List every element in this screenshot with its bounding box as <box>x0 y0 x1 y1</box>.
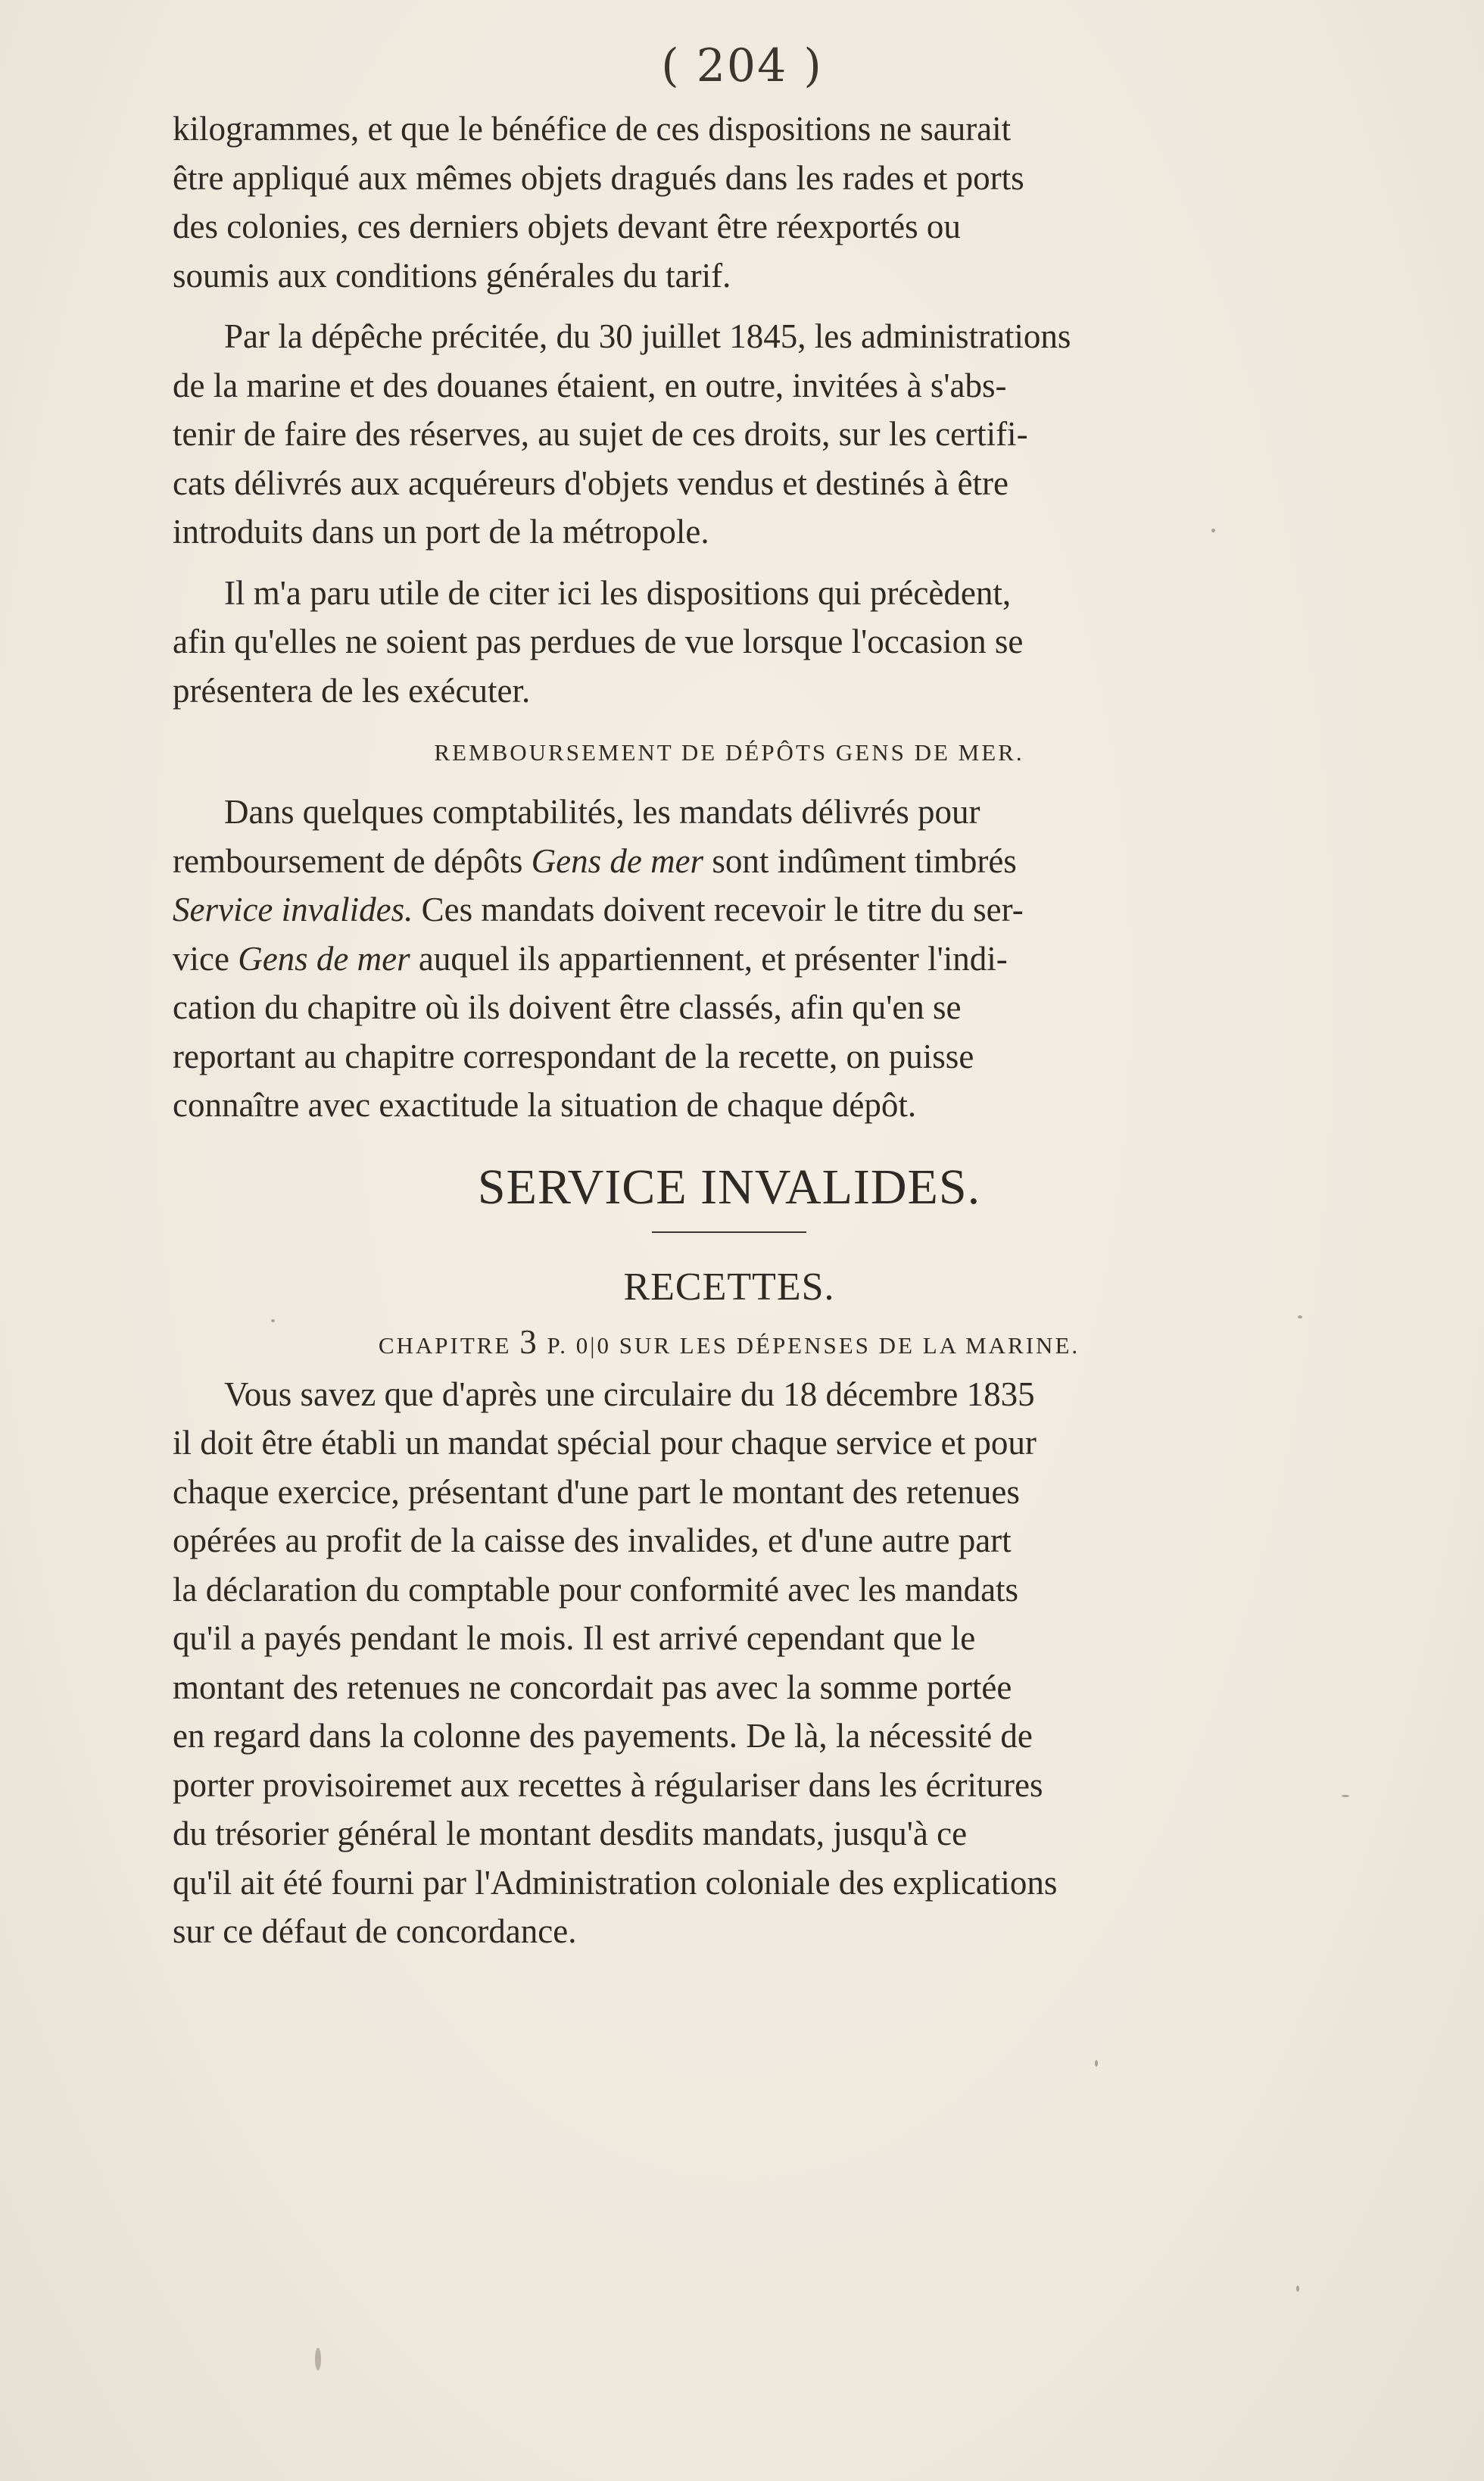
chapter-heading <box>173 1322 1286 1361</box>
subsection-title: RECETTES. <box>623 1265 835 1309</box>
chapter-suffix: P. 0|0 SUR LES DÉPENSES DE LA MARINE. <box>538 1331 1080 1359</box>
line: introduits dans un port de la métropole. <box>173 513 709 551</box>
line: cats délivrés aux acquéreurs d'objets vendus et destinés à être <box>173 463 1009 502</box>
line: reportant au chapitre correspondant de la recette, on puisse <box>173 1037 974 1075</box>
line: il doit être établi un mandat spécial pour chaque service et pour <box>173 1424 1037 1462</box>
body-text <box>173 105 1286 1956</box>
italic-term: Gens de mer <box>238 939 410 978</box>
divider-rule <box>652 1231 806 1233</box>
line: Par la dépêche précitée, du 30 juillet 1845, les administrations <box>224 317 1071 355</box>
line: qu'il a payés pendant le mois. Il est arrivé cependant que le <box>173 1619 976 1657</box>
line: porter provisoiremet aux recettes à régulariser dans les écritures <box>173 1765 1043 1804</box>
paper-speck <box>271 1319 275 1322</box>
line: montant des retenues ne concordait pas avec la somme portée <box>173 1668 1012 1706</box>
paper-speck <box>315 2348 321 2370</box>
paragraph-recettes <box>173 1370 1286 1956</box>
line-part: remboursement de dépôts <box>173 841 532 880</box>
line: Il m'a paru utile de citer ici les dispositions qui précèdent, <box>224 573 1012 612</box>
line: chaque exercice, présentant d'une part le montant des retenues <box>173 1472 1020 1511</box>
line-part: vice <box>173 939 238 978</box>
paper-speck <box>1342 1795 1349 1797</box>
italic-term: Gens de mer <box>531 841 704 880</box>
line-part: auquel ils appartiennent, et présenter l'indi- <box>410 939 1008 978</box>
section-title: SERVICE INVALIDES. <box>477 1159 981 1215</box>
line: afin qu'elles ne soient pas perdues de vue lorsque l'occasion se <box>173 623 1024 660</box>
paper-speck <box>1298 1315 1302 1319</box>
line: soumis aux conditions générales du tarif. <box>173 256 731 295</box>
line: sur ce défaut de concordance. <box>173 1912 577 1950</box>
line: connaître avec exactitude la situation de chaque dépôt. <box>173 1086 917 1124</box>
line: tenir de faire des réserves, au sujet de ces droits, sur les certifi- <box>173 415 1028 453</box>
paragraph-1 <box>173 105 1286 300</box>
line: de la marine et des douanes étaient, en outre, invitées à s'abs- <box>173 366 1007 404</box>
paragraph-3 <box>173 569 1286 716</box>
line: du trésorier général le montant desdits mandats, jusqu'à ce <box>173 1815 968 1852</box>
paper-speck <box>1095 2060 1098 2067</box>
line: la déclaration du comptable pour conformité avec les mandats <box>173 1570 1019 1609</box>
paper-speck <box>1296 2286 1299 2292</box>
line: opérées au profit de la caisse des invalides, et d'une autre part <box>173 1521 1012 1559</box>
chapter-number: 3 <box>519 1322 539 1361</box>
paper-speck <box>1211 529 1215 532</box>
paragraph-remboursement <box>173 788 1286 1130</box>
line: qu'il ait été fourni par l'Administration coloniale des explications <box>173 1863 1058 1902</box>
heading-remboursement: REMBOURSEMENT DE DÉPÔTS GENS DE MER. <box>434 739 1024 766</box>
line: Vous savez que d'après une circulaire du 18 décembre 1835 <box>224 1375 1035 1413</box>
line: en regard dans la colonne des payements. De là, la nécessité de <box>173 1717 1033 1755</box>
line: des colonies, ces derniers objets devant être réexportés ou <box>173 208 961 245</box>
line: présentera de les exécuter. <box>173 671 531 710</box>
line: kilogrammes, et que le bénéfice de ces dispositions ne saurait <box>173 110 1012 148</box>
italic-term: Service invalides. <box>173 891 413 928</box>
page-number: ( 204 ) <box>661 39 823 92</box>
line-part: sont indûment timbrés <box>703 841 1017 880</box>
chapter-prefix: CHAPITRE <box>378 1331 520 1359</box>
line: être appliqué aux mêmes objets dragués dans les rades et ports <box>173 158 1024 197</box>
line: Dans quelques comptabilités, les mandats délivrés pour <box>224 793 980 831</box>
line-part: Ces mandats doivent recevoir le titre du ser- <box>413 891 1024 928</box>
paragraph-2 <box>173 312 1286 557</box>
line: cation du chapitre où ils doivent être classés, afin qu'en se <box>173 988 962 1026</box>
